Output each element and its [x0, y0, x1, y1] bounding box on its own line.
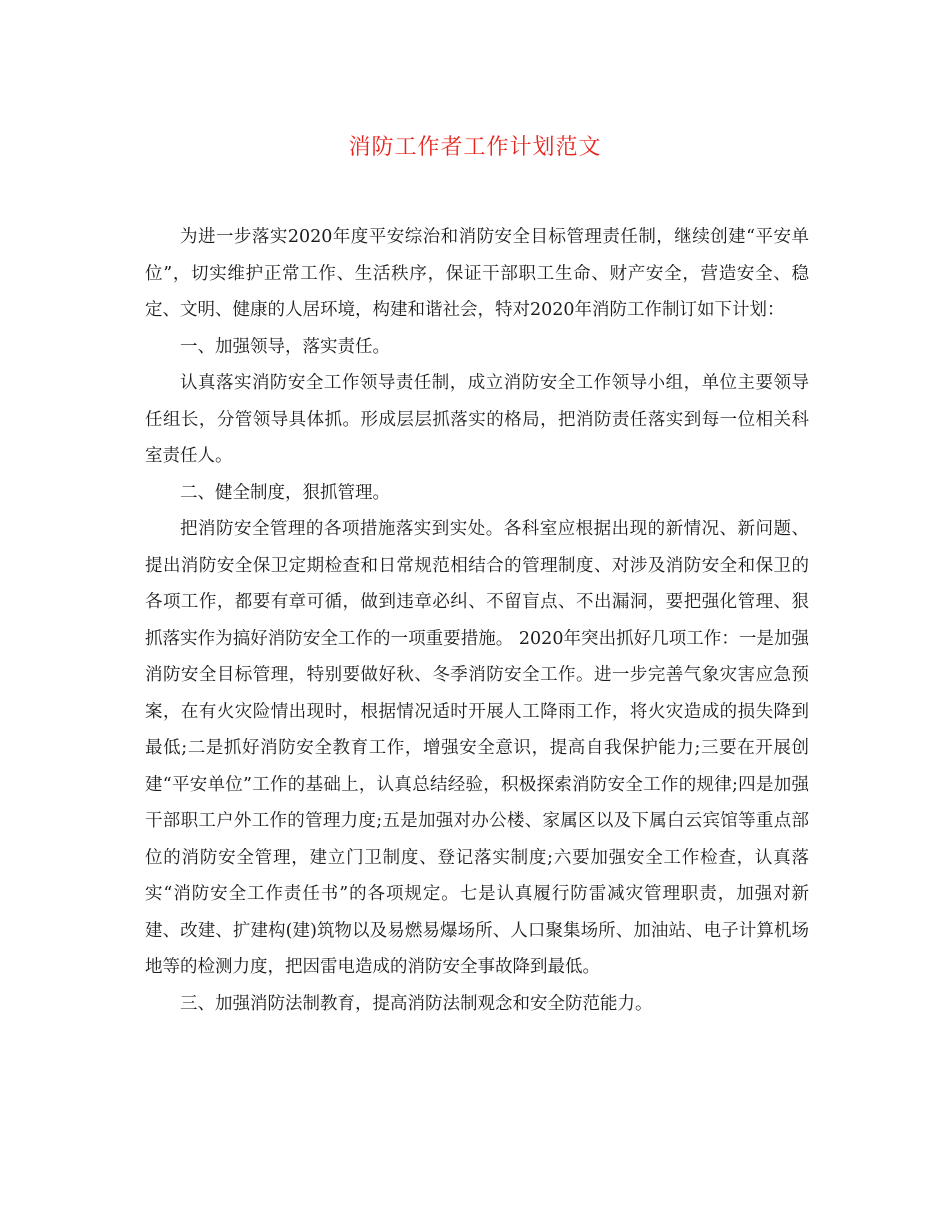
paragraph-section-1: 认真落实消防安全工作领导责任制，成立消防安全工作领导小组，单位主要领导任组长，分管领导具体抓。形成层层抓落实的格局，把消防责任落实到每一位相关科室责任人。 — [145, 373, 809, 466]
paragraph-section-2: 把消防安全管理的各项措施落实到实处。各科室应根据出现的新情况、新问题、提出消防安全保卫定期检查和日常规范相结合的管理制度、对涉及消防安全和保卫的各项工作，都要有章可循，做到违章必纠、不留盲点、不出漏洞，要把强化管理、狠抓落实作为搞好消防安全工作的一项重要措施。 2020年突出抓好几项工作：一是加强消防安全目标管理，特别要做好秋、冬季消防安全工作。进一步完善气象灾害应急预案，在有火灾险情出现时，根据情况适时开展人工降雨工作，将火灾造成的损失降到最低;二是抓好消防安全教育工作，增强安全意识，提高自我保护能力;三要在开展创建“平安单位”工作的基础上，认真总结经验，积极探索消防安全工作的规律;四是加强干部职工户外工作的管理力度;五是加强对办公楼、家属区以及下属白云宾馆等重点部位的消防安全管理，建立门卫制度、登记落实制度;六要加强安全工作检查，认真落实“消防安全工作责任书”的各项规定。七是认真履行防雷减灾管理职责，加强对新建、改建、扩建构(建)筑物以及易燃易爆场所、人口聚集场所、加油站、电子计算机场地等的检测力度，把因雷电造成的消防安全事故降到最低。 — [145, 519, 809, 977]
document-body — [145, 219, 809, 1022]
section-heading-2: 二、健全制度，狠抓管理。 — [180, 482, 390, 503]
paragraph-intro: 为进一步落实2020年度平安综治和消防安全目标管理责任制，继续创建“平安单位”，切实维护正常工作、生活秩序，保证干部职工生命、财产安全，营造安全、稳定、文明、健康的人居环境，构建和谐社会，特对2020年消防工作制订如下计划： — [145, 227, 809, 320]
section-heading-3: 三、加强消防法制教育，提高消防法制观念和安全防范能力。 — [180, 993, 653, 1014]
document-title: 消防工作者工作计划范文 — [348, 135, 602, 160]
section-heading-1: 一、加强领导，落实责任。 — [180, 336, 390, 357]
